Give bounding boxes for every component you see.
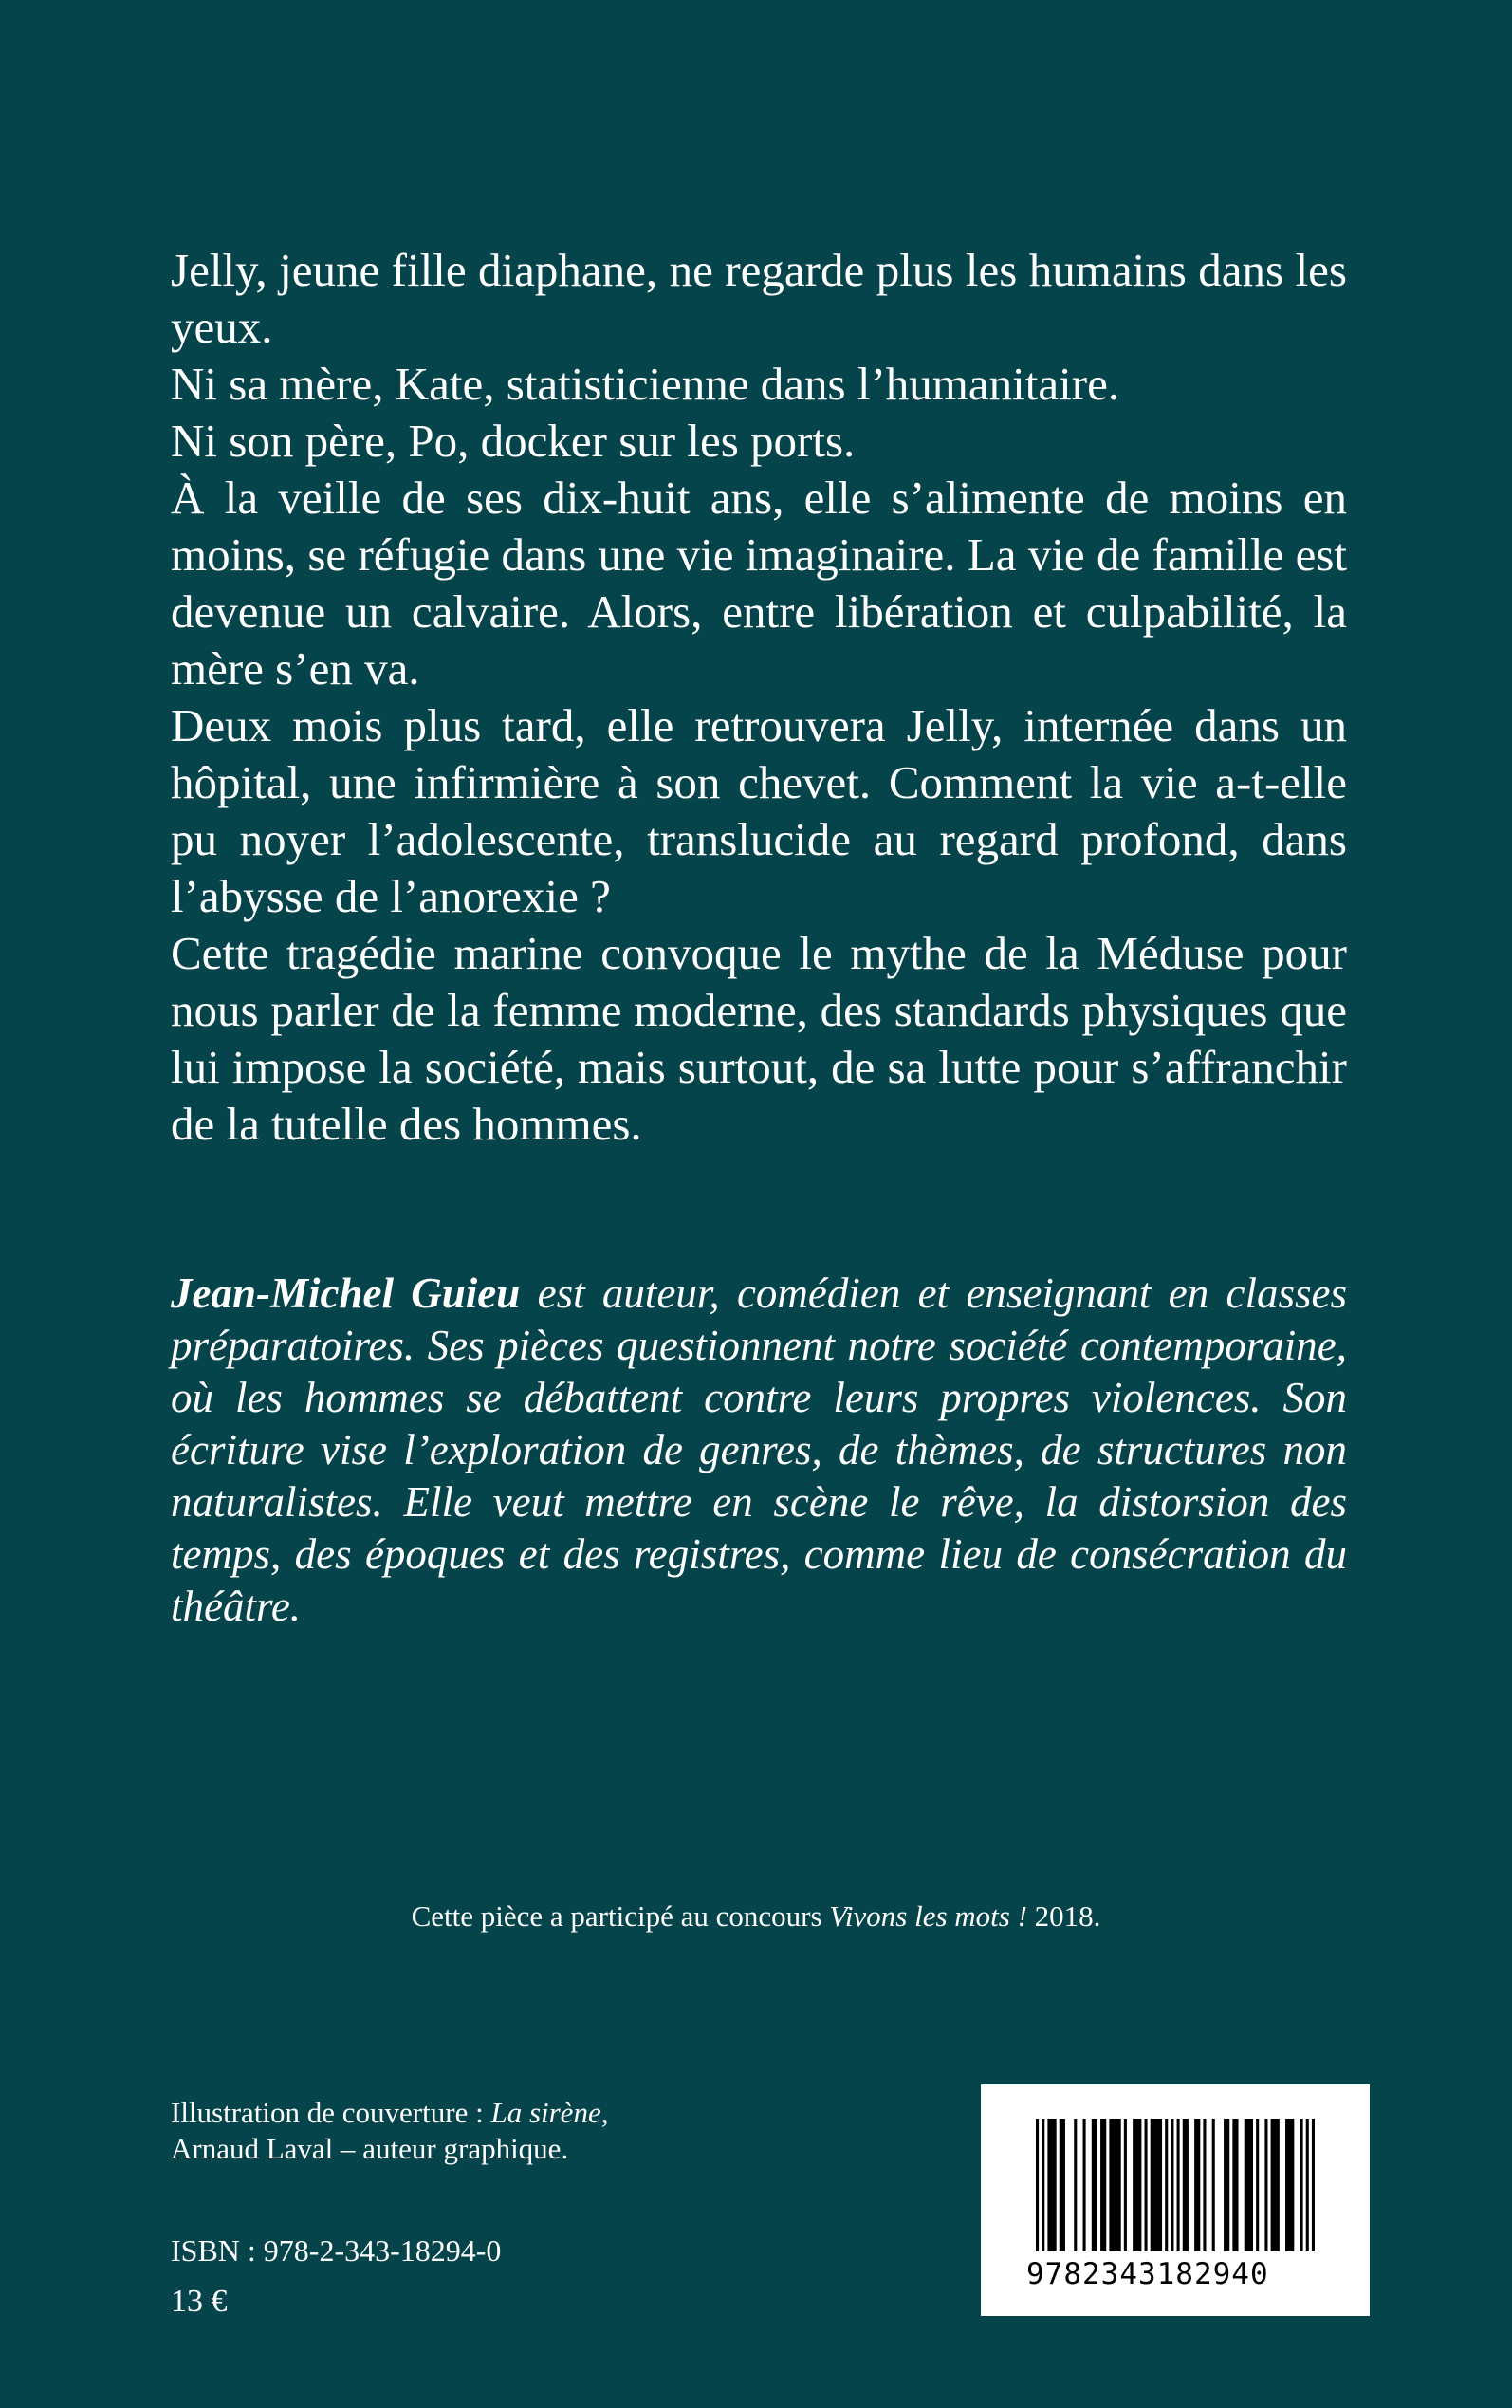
synopsis-paragraph: Deux mois plus tard, elle retrouvera Jelly, internée dans un hôpital, une infirmière à son chevet. Comment la vie a-t-elle pu noyer l’adolescente, translucide au regard profond, dans l’abysse de l’anorexie ?: [171, 699, 1347, 922]
barcode-bar: [1124, 2119, 1127, 2251]
author-bio: [171, 1268, 1347, 1633]
barcode-bar: [1264, 2119, 1267, 2251]
author-bio-text: est auteur, comédien et enseignant en classes préparatoires. Ses pièces questionnent notre société contemporaine, où les hommes se débattent contre leurs propres violences. Son écriture vise l’exploration de genres, de thèmes, de structures non naturalistes. Elle veut mettre en scène le rêve, la distorsion des temps, des époques et des registres, comme lieu de consécration du théâtre.: [171, 1269, 1347, 1630]
barcode-bar: [1074, 2119, 1077, 2251]
barcode-bar: [1036, 2119, 1039, 2251]
barcode-bar: [1212, 2119, 1215, 2251]
price: 13 €: [171, 2284, 228, 2319]
credit-label: Illustration de couverture :: [171, 2096, 491, 2129]
barcode-bar: [1285, 2119, 1294, 2251]
barcode: [981, 2084, 1370, 2316]
synopsis-paragraph: Ni son père, Po, docker sur les ports.: [171, 415, 856, 467]
contest-suffix: 2018.: [1026, 1899, 1101, 1933]
barcode-bar: [1060, 2119, 1065, 2251]
barcode-bar: [1300, 2119, 1303, 2251]
credit-line-2: Arnaud Laval – auteur graphique.: [171, 2132, 569, 2165]
barcode-bar: [1245, 2119, 1253, 2251]
barcode-bar: [1171, 2119, 1173, 2251]
isbn: ISBN : 978-2-343-18294-0: [171, 2233, 502, 2268]
barcode-bar: [1194, 2119, 1200, 2251]
barcode-bar: [1224, 2119, 1229, 2251]
author-name: Jean-Michel Guieu: [171, 1269, 521, 1317]
synopsis-paragraph: Cette tragédie marine convoque le mythe de la Méduse pour nous parler de la femme moderne, des standards physiques que lui impose la société, mais surtout, de sa lutte pour s’affranchir de la tutelle des hommes.: [171, 927, 1347, 1150]
credit-line-1: [171, 2095, 835, 2131]
barcode-bar: [1042, 2119, 1044, 2251]
credit-work: La sirène: [490, 2096, 601, 2129]
barcode-bar: [1100, 2119, 1106, 2251]
synopsis-paragraph: Ni sa mère, Kate, statisticienne dans l’humanitaire.: [171, 358, 1120, 410]
barcode-bar: [1083, 2119, 1086, 2251]
synopsis-paragraph: Jelly, jeune fille diaphane, ne regarde plus les humains dans les yeux.: [171, 244, 1347, 353]
barcode-bar: [1203, 2119, 1206, 2251]
barcode-bar: [1165, 2119, 1168, 2251]
contest-note: [0, 1898, 1512, 1936]
barcode-digits: 9782343182940: [1026, 2257, 1269, 2291]
barcode-bar: [1312, 2119, 1315, 2251]
contest-prefix: Cette pièce a participé au concours: [411, 1899, 830, 1933]
barcode-bar: [1256, 2119, 1259, 2251]
credit-comma: ,: [600, 2096, 609, 2129]
synopsis: [171, 242, 1347, 1153]
barcode-bar: [1145, 2119, 1148, 2251]
barcode-bar: [1092, 2119, 1097, 2251]
barcode-bar: [1232, 2119, 1238, 2251]
barcode-bar: [1151, 2119, 1162, 2251]
synopsis-paragraph: À la veille de ses dix-huit ans, elle s’alimente de moins en moins, se réfugie dans une vie imaginaire. La vie de famille est devenue un calvaire. Alors, entre libération et culpabilité, la mère s’en va.: [171, 472, 1347, 695]
barcode-bar: [1271, 2119, 1280, 2251]
barcode-bar: [1133, 2119, 1141, 2251]
barcode-bar: [1306, 2119, 1309, 2251]
barcode-bar: [1109, 2119, 1120, 2251]
barcode-bar: [1177, 2119, 1180, 2251]
contest-title: Vivons les mots !: [829, 1899, 1027, 1933]
barcode-bar: [1183, 2119, 1189, 2251]
cover-credit: [171, 2095, 835, 2167]
barcode-bars: [1036, 2119, 1315, 2251]
barcode-bar: [1047, 2119, 1056, 2251]
